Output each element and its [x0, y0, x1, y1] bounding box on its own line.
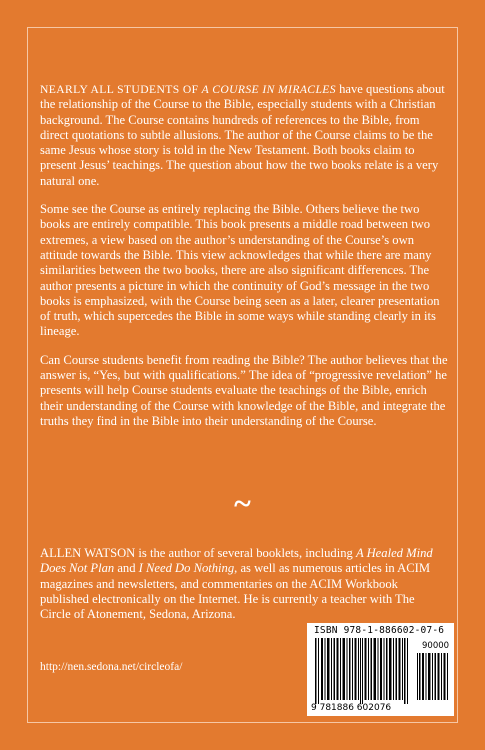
author-book-2: I Need Do Nothing [138, 561, 235, 576]
website-url: http://nen.sedona.net/circleofa/ [40, 661, 183, 673]
tilde-ornament: ~ [234, 485, 251, 521]
author-name: ALLEN WATSON [40, 546, 136, 560]
author-text-1: is the author of several booklets, including [135, 546, 356, 560]
intro-rest: have questions about the relationship of the Course to the Bible, especially students with a Christian background. The Course contains hundreds of references to the Bible, from direct quotations to subtle allusions. The author of the Course claims to be the same Jesus whose story is told in the New Testament. Both books claim to present Jesus’ teachings. The question about how the two books relate is a very natural one. [40, 82, 445, 188]
back-cover-text [40, 82, 448, 442]
author-text-3: , as well as numerous articles in ACIM magazines and newsletters, and commentaries on the ACIM Workbook published electronically on the Internet. He is currently a teacher with The Circle of Atonement, Sedona, Arizona. [40, 561, 431, 622]
author-text-2: and [114, 561, 139, 576]
author-bio [40, 546, 445, 622]
isbn-barcode [307, 623, 454, 716]
paragraph-2: Some see the Course as entirely replacing the Bible. Others believe the two books are entirely compatible. This book presents a middle road between two extremes, a view based on the author’s understanding of the Course’s own attitude towards the Bible. This view acknowledges that while there are many similarities between the two books, there are also significant differences. The author presents a picture in which the continuity of God’s message in the two books is emphasized, with the Course being seen as a later, clearer presentation of truth, which supercedes the Bible in some ways while standing clearly in its lineage. [40, 202, 440, 339]
barcode-digits: 9 781886 602076 [311, 703, 392, 713]
isbn-text: ISBN 978-1-886602-07-6 [314, 625, 445, 636]
intro-paragraph [40, 82, 448, 189]
paragraph-3: Can Course students benefit from reading the Bible? The author believes that the answer is, “Yes, but with qualifications.” The idea of “progressive revelation” he presents will help Course students evaluate the teachings of the Bible, enrich their understanding of the Course with knowledge of the Bible, and integrate the truths they find in the Bible into their understanding of the Course. [40, 352, 448, 428]
price-code: 90000 [422, 641, 450, 651]
intro-lead-title: A COURSE IN MIRACLES [201, 83, 336, 96]
intro-lead-caps: NEARLY ALL STUDENTS OF [40, 83, 199, 96]
author-book-1: A Healed Mind Does Not Plan [40, 546, 433, 576]
